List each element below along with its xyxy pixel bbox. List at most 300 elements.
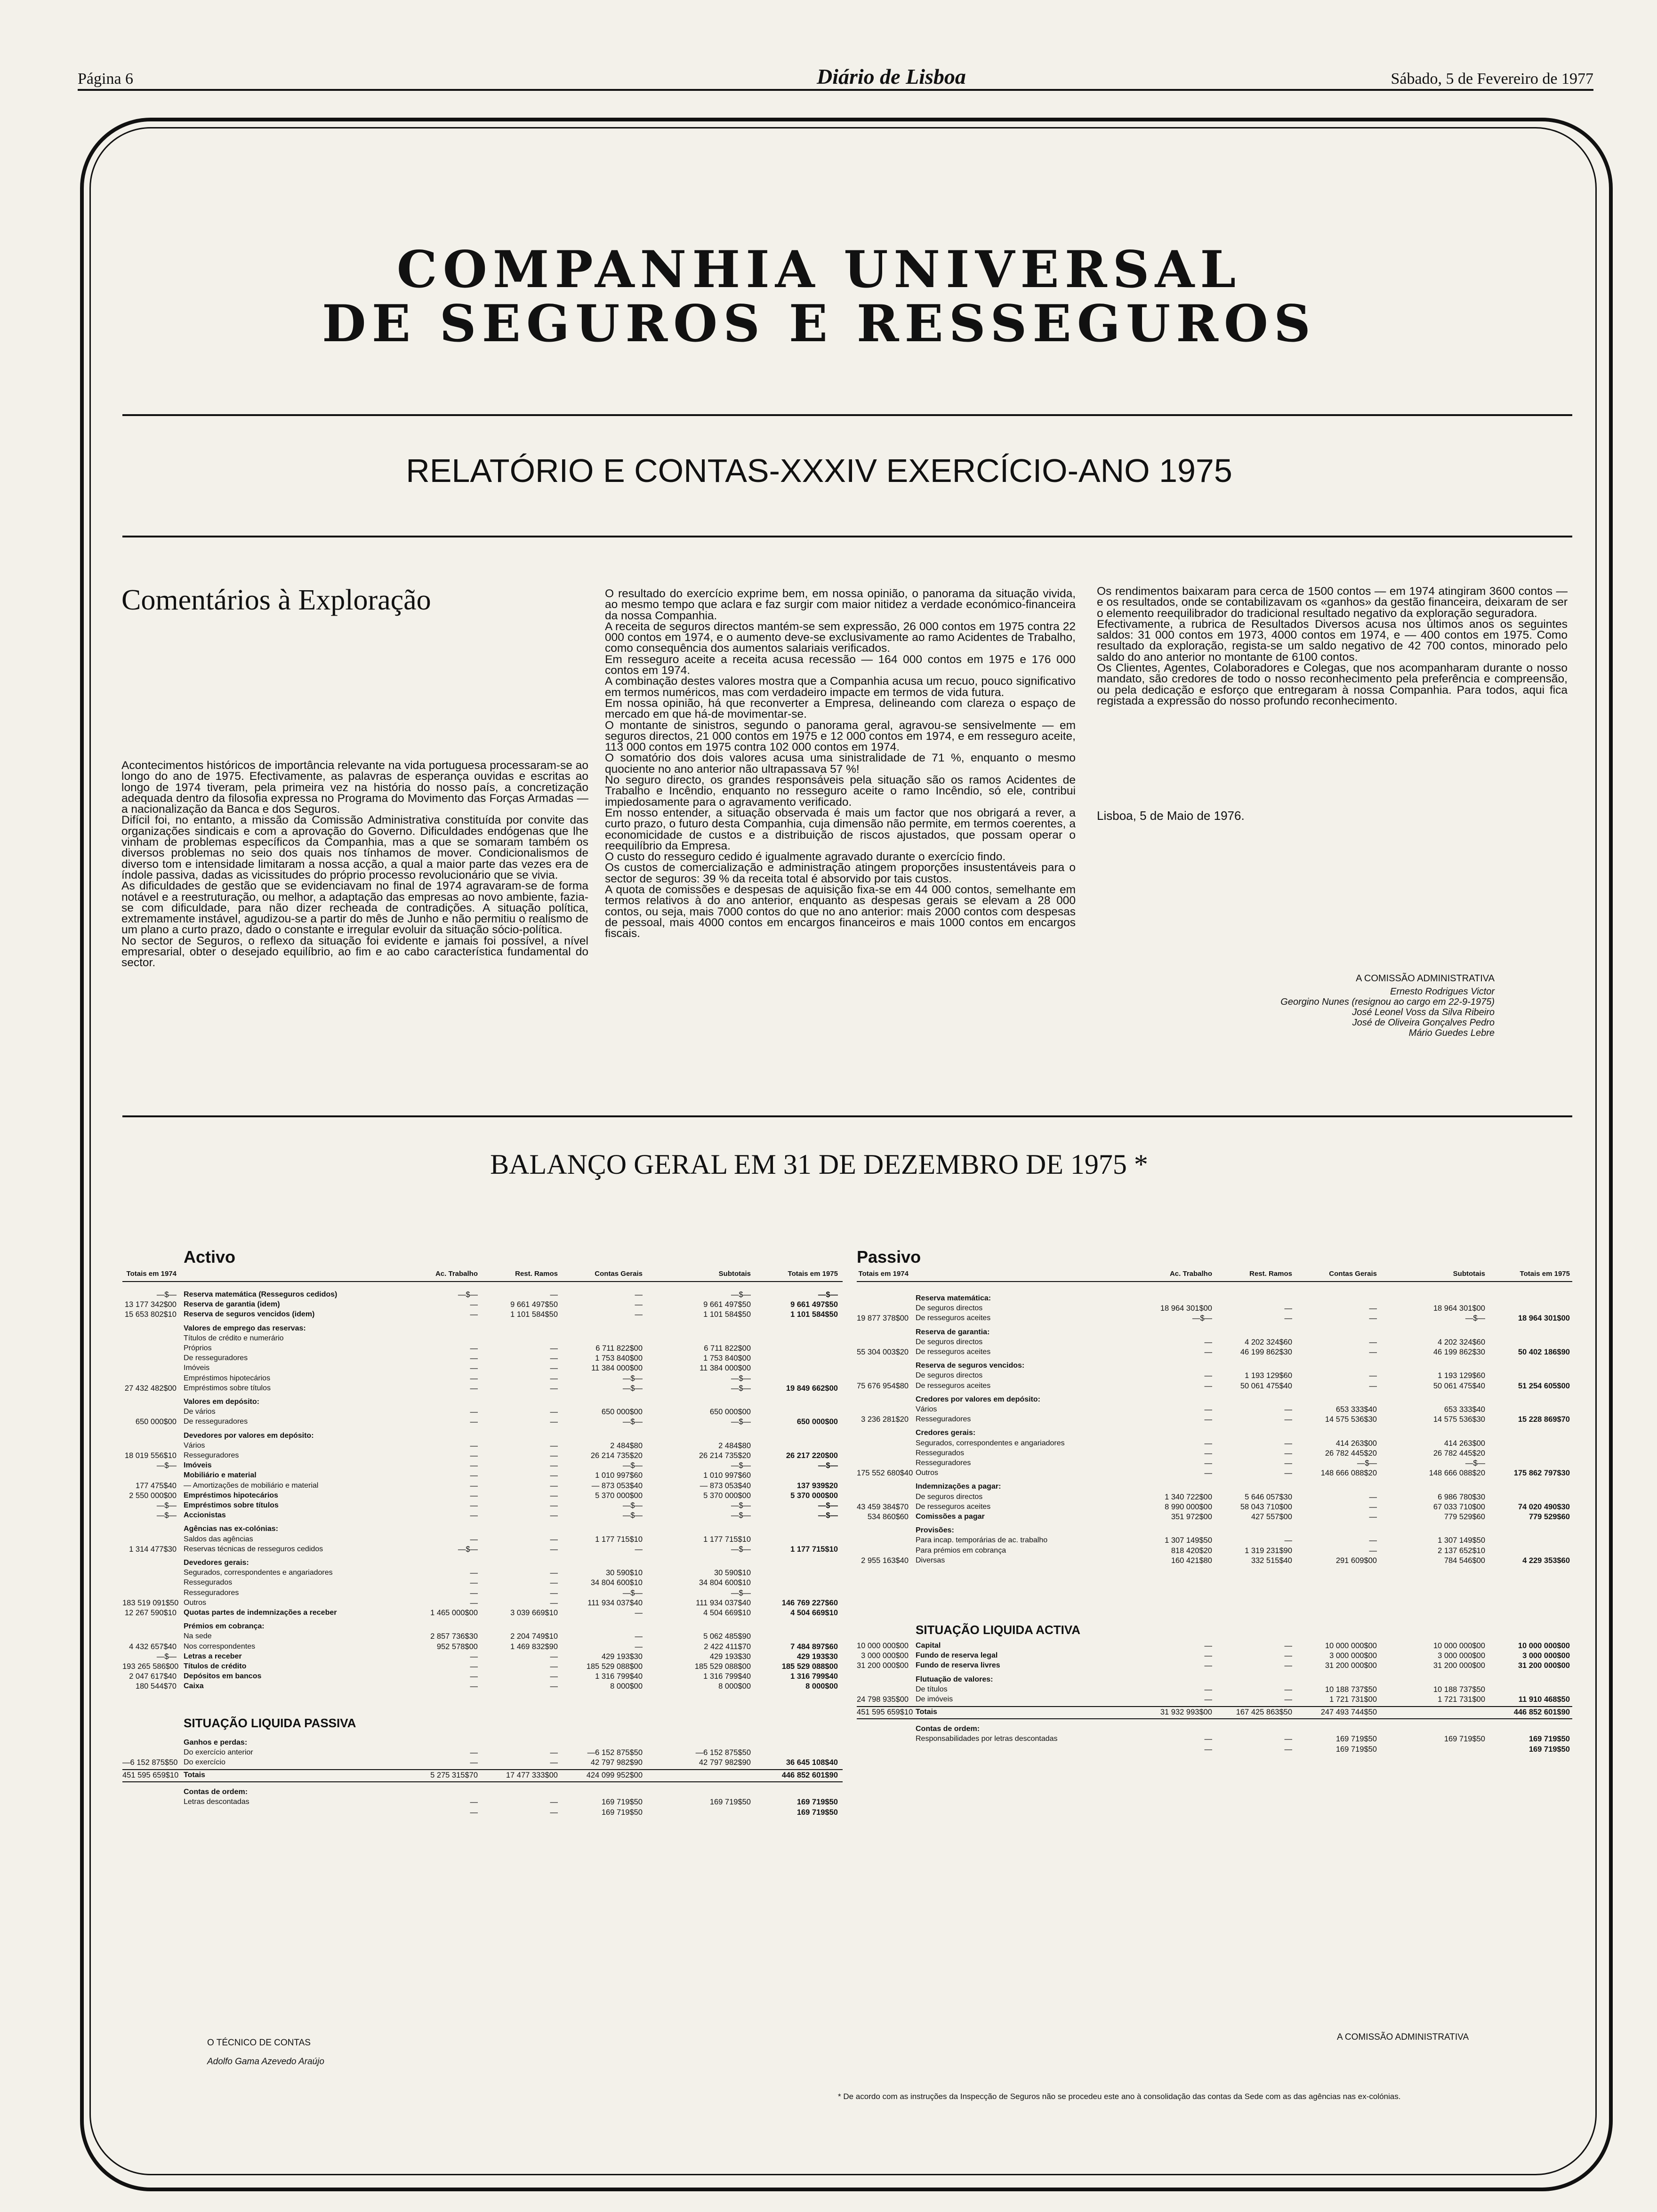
- column-header: Contas Gerais: [595, 1270, 643, 1278]
- rest-ramos: —: [550, 1408, 558, 1417]
- subtotal: 46 199 862$30: [1433, 1348, 1485, 1356]
- table-row: [122, 1354, 843, 1364]
- contas-gerais: 424 099 952$00: [586, 1771, 643, 1780]
- table-row: [122, 1310, 843, 1321]
- signatory: Georgino Nunes (resignou ao cargo em 22-9-1975): [1280, 997, 1495, 1007]
- subtotal: —$—: [731, 1290, 751, 1299]
- row-label: Diversas: [916, 1556, 945, 1564]
- subtotal: —$—: [731, 1501, 751, 1510]
- row-label: Na sede: [184, 1632, 212, 1641]
- rest-ramos: 5 646 057$30: [1245, 1492, 1292, 1501]
- total-1975: 10 000 000$00: [1518, 1642, 1570, 1650]
- contas-gerais: 2 484$80: [610, 1441, 643, 1450]
- table-row: [122, 1559, 843, 1569]
- table-row: [122, 1384, 843, 1395]
- rest-ramos: —: [1284, 1661, 1292, 1670]
- table-row: [857, 1348, 1572, 1358]
- comment-paragraph: O resultado do exercício exprime bem, em nossa opinião, o panorama da situação vivida, ao mesmo tempo que aclara e faz surgir com maior nitidez a verdade económico-financeira da nossa Companhia.: [605, 587, 1076, 622]
- passivo-heading: Passivo: [857, 1247, 921, 1266]
- rest-ramos: —: [1284, 1415, 1292, 1424]
- total-1975: 26 217 220$00: [786, 1451, 838, 1460]
- row-label: De seguros directos: [916, 1492, 983, 1501]
- contas-gerais: —$—: [622, 1501, 643, 1510]
- activo-heading: Activo: [184, 1247, 236, 1266]
- table-row: [122, 1300, 843, 1311]
- contas-gerais: 1 753 840$00: [595, 1354, 643, 1363]
- subtotal: 9 661 497$50: [703, 1300, 751, 1309]
- rest-ramos: —: [550, 1471, 558, 1480]
- table-row: [122, 1482, 843, 1492]
- row-label: Contas de ordem:: [184, 1788, 248, 1796]
- ac-trabalho: —: [470, 1588, 478, 1597]
- table-row: [122, 1451, 843, 1462]
- ac-trabalho: —: [470, 1672, 478, 1681]
- totals-row: [122, 1771, 843, 1781]
- table-row: [857, 1526, 1572, 1537]
- row-label: Empréstimos hipotecários: [184, 1374, 271, 1382]
- comment-paragraph: A combinação destes valores mostra que a Companhia acusa um recuo, pouco significativo em termos numéricos, mas com verdadeiro impacte em termos de vida futura.: [605, 675, 1076, 699]
- row-label: Próprios: [184, 1344, 212, 1352]
- total-1975: 169 719$50: [796, 1808, 838, 1817]
- ac-trabalho: —: [1204, 1348, 1212, 1356]
- total-1975: 446 852 601$90: [1513, 1708, 1570, 1717]
- total-1974: —$—: [156, 1652, 177, 1661]
- total-1974: —$—: [156, 1461, 177, 1470]
- total-1974: 12 267 590$10: [124, 1609, 177, 1617]
- contas-gerais: 3 000 000$00: [1329, 1651, 1377, 1660]
- total-1975: 1 316 799$40: [790, 1672, 838, 1681]
- ac-trabalho: —: [470, 1364, 478, 1373]
- ac-trabalho: —: [470, 1569, 478, 1578]
- row-label: — Amortizações de mobiliário e material: [184, 1481, 319, 1490]
- company-title-line1: COMPANHIA UNIVERSAL: [396, 240, 1242, 299]
- total-1974: 451 595 659$10: [122, 1771, 179, 1780]
- subtotal: 34 804 600$10: [699, 1579, 751, 1587]
- rest-ramos: —: [550, 1290, 558, 1299]
- contas-gerais: 34 804 600$10: [590, 1579, 643, 1587]
- total-1975: 169 719$50: [1528, 1735, 1570, 1744]
- comment-paragraph: O montante de sinistros, segundo o panorama geral, agravou-se sensivelmente — em seguros directos, 21 000 contos em 1975 e 12 000 contos em 1974, e em resseguro aceite, 113 000 contos em 1975 contra 102 000 contos em 1974.: [605, 719, 1076, 754]
- rest-ramos: 4 202 324$60: [1245, 1338, 1292, 1346]
- administrative-commission-signature: [1212, 973, 1495, 1038]
- subtotal: 42 797 982$90: [699, 1758, 751, 1767]
- table-row: [122, 1589, 843, 1599]
- contas-gerais: —$—: [622, 1511, 643, 1520]
- row-label: Outros: [184, 1598, 207, 1607]
- comment-paragraph: No seguro directo, os grandes responsáveis pela situação são os ramos Acidentes de Trabalho e Incêndio, enquanto no resseguro aceite o ramo Incêndio, só ele, contribui impiedosamente para o agravamento verificado.: [605, 774, 1076, 809]
- subtotal: 14 575 536$30: [1433, 1415, 1485, 1424]
- row-label: Fundo de reserva legal: [916, 1651, 998, 1660]
- table-row: [122, 1442, 843, 1452]
- table-row: [857, 1469, 1572, 1479]
- ac-trabalho: —: [470, 1418, 478, 1427]
- rest-ramos: —: [550, 1798, 558, 1807]
- rest-ramos: —: [550, 1598, 558, 1607]
- rest-ramos: 167 425 863$50: [1236, 1708, 1292, 1717]
- total-1975: 51 254 605$00: [1518, 1381, 1570, 1390]
- column-header: Contas Gerais: [1329, 1270, 1377, 1278]
- rest-ramos: —: [550, 1354, 558, 1363]
- subtotal: 2 137 652$10: [1438, 1546, 1485, 1555]
- place-date: Lisboa, 5 de Maio de 1976.: [1097, 809, 1245, 823]
- contas-gerais: —: [1369, 1513, 1377, 1521]
- total-1974: 1 314 477$30: [129, 1545, 177, 1554]
- contas-gerais: 1 316 799$40: [595, 1672, 643, 1681]
- table-row: [122, 1569, 843, 1579]
- table-row: [857, 1338, 1572, 1348]
- rest-ramos: —: [1284, 1449, 1292, 1458]
- contas-gerais: —: [1369, 1492, 1377, 1501]
- rest-ramos: —: [1284, 1685, 1292, 1694]
- page-header: [78, 64, 1593, 91]
- rest-ramos: —: [1284, 1745, 1292, 1754]
- column-header: Ac. Trabalho: [1169, 1270, 1212, 1278]
- rest-ramos: —: [1284, 1642, 1292, 1650]
- rest-ramos: —: [550, 1569, 558, 1578]
- ac-trabalho: —: [470, 1384, 478, 1393]
- table-row: [122, 1324, 843, 1335]
- table-row: [857, 1642, 1572, 1652]
- row-label: Resseguradores: [916, 1415, 971, 1424]
- total-1974: 55 304 003$20: [857, 1348, 909, 1356]
- ac-trabalho: —: [1204, 1338, 1212, 1346]
- table-row: [122, 1491, 843, 1502]
- subtotal: 1 721 731$00: [1438, 1695, 1485, 1704]
- row-label: Outros: [916, 1469, 939, 1477]
- row-label: Saldos das agências: [184, 1535, 253, 1543]
- subtotal: 1 101 584$50: [703, 1310, 751, 1319]
- ac-trabalho: —: [470, 1579, 478, 1587]
- total-1974: 2 550 000$00: [129, 1491, 177, 1500]
- subtotal: —$—: [731, 1418, 751, 1427]
- comment-paragraph: Os custos de comercialização e administração atingem proporções insustentáveis para o sector de seguros: 39 % da receita total é absorvido por tais custos.: [605, 861, 1076, 885]
- table-row: [122, 1408, 843, 1418]
- row-label: Segurados, correspondentes e angariadores: [916, 1439, 1065, 1447]
- total-1974: 75 676 954$80: [857, 1381, 909, 1390]
- subtotal: 111 934 037$40: [696, 1598, 751, 1607]
- ac-trabalho: —$—: [1192, 1314, 1212, 1323]
- row-label: De imóveis: [916, 1695, 953, 1703]
- subtotal: —$—: [731, 1588, 751, 1597]
- contas-gerais: 14 575 536$30: [1325, 1415, 1377, 1424]
- subtotal: —6 152 875$50: [695, 1748, 751, 1757]
- subtotal: 2 422 411$70: [704, 1642, 751, 1651]
- comment-paragraph: Em resseguro aceite a receita acusa recessão — 164 000 contos em 1975 e 176 000 contos em 1974.: [605, 653, 1076, 677]
- table-row: [122, 1662, 843, 1673]
- total-1975: 169 719$50: [1528, 1745, 1570, 1754]
- table-row: [857, 1695, 1572, 1706]
- table-row: [122, 1788, 843, 1798]
- row-label: De títulos: [916, 1685, 948, 1693]
- ac-trabalho: —: [1204, 1415, 1212, 1424]
- subtotal: — 873 053$40: [700, 1481, 751, 1490]
- contas-gerais: 31 200 000$00: [1325, 1661, 1377, 1670]
- contas-gerais: 148 666 088$20: [1320, 1469, 1377, 1478]
- table-row: [857, 1439, 1572, 1450]
- situacao-heading: SITUAÇÃO LIQUIDA PASSIVA: [184, 1715, 356, 1730]
- rest-ramos: —: [1284, 1459, 1292, 1467]
- subtotal: 1 010 997$60: [703, 1471, 751, 1480]
- table-row: [857, 1536, 1572, 1547]
- rest-ramos: —: [1284, 1304, 1292, 1313]
- column-header: Totais em 1975: [1520, 1270, 1570, 1278]
- table-row: [122, 1808, 843, 1819]
- ac-trabalho: —: [1204, 1661, 1212, 1670]
- subtotal: 10 188 737$50: [1433, 1685, 1485, 1694]
- total-1974: 13 177 342$00: [124, 1300, 177, 1309]
- row-label: Reserva de garantia:: [916, 1328, 990, 1336]
- row-label: Vários: [184, 1441, 205, 1450]
- contas-gerais: —: [1369, 1338, 1377, 1346]
- contas-gerais: 8 000$00: [610, 1682, 643, 1691]
- row-label: De resseguros aceites: [916, 1314, 991, 1322]
- rest-ramos: 46 199 862$30: [1240, 1348, 1292, 1356]
- total-1974: 451 595 659$10: [857, 1708, 913, 1717]
- total-1975: 779 529$60: [1528, 1513, 1570, 1521]
- issue-date: Sábado, 5 de Fevereiro de 1977: [1386, 70, 1593, 88]
- subtotal: 429 193$30: [709, 1652, 751, 1661]
- contas-gerais: —: [1369, 1371, 1377, 1380]
- ac-trabalho: —: [1204, 1459, 1212, 1467]
- total-1975: 3 000 000$00: [1522, 1651, 1570, 1660]
- row-label: Credores por valores em depósito:: [916, 1395, 1040, 1403]
- row-label: Accionistas: [184, 1511, 226, 1520]
- contas-gerais: 169 719$50: [1335, 1735, 1377, 1744]
- row-label: Comissões a pagar: [916, 1513, 985, 1521]
- table-row: [122, 1471, 843, 1482]
- row-label: Para incap. temporárias de ac. trabalho: [916, 1536, 1048, 1545]
- subtotal: —$—: [731, 1545, 751, 1554]
- row-label: Valores de emprego das reservas:: [184, 1324, 306, 1332]
- table-row: [122, 1758, 843, 1769]
- table-row: [857, 1513, 1572, 1523]
- divider: [122, 536, 1572, 537]
- ac-trabalho: —: [1204, 1695, 1212, 1704]
- contas-gerais: —: [1369, 1546, 1377, 1555]
- contas-gerais: —$—: [622, 1418, 643, 1427]
- ac-trabalho: 1 307 149$50: [1165, 1536, 1212, 1545]
- subtotal: 653 333$40: [1444, 1405, 1485, 1414]
- row-label: Resseguradores: [184, 1451, 239, 1459]
- comment-paragraph: As dificuldades de gestão que se evidenciavam no final de 1974 agravaram-se de forma notável e a reestruturação, ou melhor, a adaptação das empresas ao novo ambiente, fazia-se com dificuldade, para não dizer recheada de contradições. A situação política, extremamente instável, agudizou-se a partir do mês de Junho e não permitiu o realismo de um plano a curto prazo, dado o constante e irregular evoluir da situação sócio-política.: [121, 880, 588, 937]
- rest-ramos: —: [550, 1364, 558, 1373]
- row-label: De seguros directos: [916, 1371, 983, 1380]
- row-label: Empréstimos sobre títulos: [184, 1384, 271, 1392]
- ac-trabalho: —: [470, 1748, 478, 1757]
- total-1975: 146 769 227$60: [781, 1598, 838, 1607]
- table-row: [857, 1405, 1572, 1416]
- total-1974: 27 432 482$00: [124, 1384, 177, 1393]
- subtotal: 5 370 000$00: [703, 1491, 751, 1500]
- company-title-line2: DE SEGUROS E RESSEGUROS: [322, 294, 1316, 353]
- table-row: [122, 1599, 843, 1609]
- total-1974: 43 459 384$70: [857, 1502, 909, 1511]
- table-row: [857, 1415, 1572, 1426]
- column-header: Ac. Trabalho: [435, 1270, 478, 1278]
- total-1975: 4 229 353$60: [1522, 1556, 1570, 1565]
- column-header: Totais em 1975: [788, 1270, 838, 1278]
- table-row: [857, 1661, 1572, 1672]
- table-row: [857, 1493, 1572, 1503]
- table-row: [857, 1745, 1572, 1755]
- table-row: [122, 1418, 843, 1428]
- table-row: [122, 1748, 843, 1759]
- table-row: [122, 1501, 843, 1512]
- rest-ramos: —: [550, 1491, 558, 1500]
- column-header: Subtotais: [718, 1270, 751, 1278]
- total-1975: 7 484 897$60: [790, 1642, 838, 1651]
- contas-gerais: 429 193$30: [601, 1652, 643, 1661]
- total-1975: 5 370 000$00: [790, 1491, 838, 1500]
- row-label: Letras descontadas: [184, 1798, 249, 1806]
- comment-paragraph: Em nossa opinião, há que reconverter a Empresa, delineando com clareza o espaço de mercado em que há-de movimentar-se.: [605, 697, 1076, 721]
- row-label: Mobiliário e material: [184, 1471, 257, 1480]
- row-label: De resseguradores: [184, 1354, 248, 1362]
- total-1974: 3 000 000$00: [861, 1651, 909, 1660]
- comment-paragraph: Acontecimentos históricos de importância relevante na vida portuguesa processaram-se ao longo do ano de 1975. Efectivamente, as palavras de esperança ouvidas e escritas ao longo de 1974 tiveram, pela primeira vez na história do nosso país, a concretização adequada dentro da filosofia expressa no Programa do Movimento das Forças Armadas — a nacionalização da Banca e dos Seguros.: [121, 759, 588, 816]
- ac-trabalho: —: [470, 1471, 478, 1480]
- ac-trabalho: —: [1204, 1439, 1212, 1448]
- row-label: De seguros directos: [916, 1338, 983, 1346]
- table-row: [122, 1672, 843, 1683]
- table-row: [857, 1483, 1572, 1493]
- rest-ramos: —: [550, 1384, 558, 1393]
- totals-rule: [122, 1769, 843, 1770]
- divider: [122, 414, 1572, 416]
- subtotal: 4 202 324$60: [1438, 1338, 1485, 1346]
- row-label: De resseguradores: [184, 1418, 248, 1426]
- rest-ramos: —: [550, 1588, 558, 1597]
- rest-ramos: 332 515$40: [1251, 1556, 1292, 1565]
- table-row: [857, 1547, 1572, 1557]
- rest-ramos: —: [550, 1748, 558, 1757]
- total-1974: 24 798 935$00: [857, 1695, 909, 1704]
- total-1975: 8 000$00: [805, 1682, 838, 1691]
- comment-paragraph: O somatório dos dois valores acusa uma sinistralidade de 71 %, enquanto o mesmo quociente no ano anterior não ultrapassava 57 %!: [605, 752, 1076, 776]
- total-1975: 19 849 662$00: [786, 1384, 838, 1393]
- table-row: [857, 1735, 1572, 1745]
- signatory: Mário Guedes Lebre: [1408, 1028, 1495, 1038]
- footnote: * De acordo com as instruções da Inspecção de Seguros não se procedeu este ano à consolidação das contas da Sede com as das agências nas ex-colónias.: [838, 2092, 1401, 2101]
- row-label: Devedores por valores em depósito:: [184, 1431, 314, 1440]
- contas-gerais: —$—: [622, 1461, 643, 1470]
- contas-gerais: 1 177 715$10: [595, 1535, 643, 1544]
- row-label: Títulos de crédito: [184, 1662, 247, 1670]
- row-label: Quotas partes de indemnizações a receber: [184, 1609, 337, 1617]
- contas-gerais: 26 782 445$20: [1325, 1449, 1377, 1458]
- row-label: Provisões:: [916, 1526, 954, 1535]
- ac-trabalho: —: [1204, 1469, 1212, 1478]
- ac-trabalho: —: [1204, 1642, 1212, 1650]
- table-row: [122, 1290, 843, 1301]
- subtotal: 26 214 735$20: [699, 1451, 751, 1460]
- column-header: Totais em 1974: [126, 1270, 177, 1278]
- contas-gerais: 5 370 000$00: [595, 1491, 643, 1500]
- ac-trabalho: —: [470, 1481, 478, 1490]
- ac-trabalho: —: [470, 1798, 478, 1807]
- comment-paragraph: Efectivamente, a rubrica de Resultados Diversos acusa nos últimos anos os seguintes saldos: 31 000 contos em 1973, 4000 contos em 1974, e — 400 contos em 1975. Como resultado da exploração, regista-se um saldo negativo de 42 700 contos, minorado pelo saldo do ano anterior no montante de 6100 contos.: [1097, 617, 1568, 664]
- ac-trabalho: —: [470, 1461, 478, 1470]
- comment-paragraph: Os rendimentos baixaram para cerca de 1500 contos — em 1974 atingiram 3600 contos — e os resultados, onde se contabilizavam os «ganhos» da gestão financeira, deixaram de ser o elemento reequilibrador do tradicional resultado negativo da exploração seguradora.: [1097, 585, 1568, 620]
- contas-gerais: 26 214 735$20: [590, 1451, 643, 1460]
- row-label: Contas de ordem:: [916, 1725, 980, 1733]
- rest-ramos: —: [550, 1672, 558, 1681]
- total-1975: —$—: [818, 1501, 838, 1510]
- subtotal: 169 719$50: [709, 1798, 751, 1807]
- comment-paragraph: Difícil foi, no entanto, a missão da Comissão Administrativa constituída por convite das organizações sindicais e com a aprovação do Governo. Dificuldades endógenas que lhe vinham de problemas específicos da Companhia, mas a que se somaram também os diversos problemas no seio dos quais nos tínhamos de mover. Condicionalismos de diverso tom e intensidade limitaram a nossa acção, a qual a maior parte das vezes era de índole passiva, dadas as vicissitudes do próprio processo revolucionário que se vivia.: [121, 814, 588, 882]
- table-row: [122, 1652, 843, 1663]
- ac-trabalho: —: [470, 1598, 478, 1607]
- ac-trabalho: 18 964 301$00: [1160, 1304, 1212, 1313]
- table-row: [122, 1798, 843, 1808]
- table-row: [857, 1294, 1572, 1305]
- row-label: Imóveis: [184, 1364, 210, 1372]
- contas-gerais: —: [1369, 1348, 1377, 1356]
- row-label: Flutuação de valores:: [916, 1675, 993, 1683]
- table-row: [122, 1374, 843, 1385]
- total-1974: 10 000 000$00: [857, 1642, 909, 1650]
- row-label: Caixa: [184, 1682, 204, 1691]
- subtotal: 784 546$00: [1444, 1556, 1485, 1565]
- ac-trabalho: —$—: [458, 1545, 478, 1554]
- total-1974: 534 860$60: [867, 1513, 909, 1521]
- total-1974: 180 544$70: [135, 1682, 177, 1691]
- total-1975: —$—: [818, 1290, 838, 1299]
- rest-ramos: —: [550, 1535, 558, 1544]
- ac-trabalho: —: [470, 1441, 478, 1450]
- passivo-signature-label: A COMISSÃO ADMINISTRATIVA: [1337, 2032, 1469, 2042]
- subtotal: 11 384 000$00: [700, 1364, 751, 1373]
- contas-gerais: —: [1369, 1304, 1377, 1313]
- subtotal: 6 711 822$00: [704, 1344, 751, 1353]
- ac-trabalho: 1 340 722$00: [1165, 1492, 1212, 1501]
- row-label: Reserva matemática (Resseguros cedidos): [184, 1290, 338, 1298]
- row-label: Fundo de reserva livres: [916, 1661, 1000, 1670]
- ac-trabalho: 5 275 315$70: [430, 1771, 478, 1780]
- totals-rule: [857, 1706, 1572, 1707]
- table-row: [857, 1503, 1572, 1513]
- ac-trabalho: —: [470, 1682, 478, 1691]
- table-row: [857, 1685, 1572, 1696]
- row-label: Ressegurados: [916, 1449, 965, 1457]
- total-1975: 429 193$30: [796, 1652, 838, 1661]
- situacao-heading: SITUAÇÃO LIQUIDA ACTIVA: [916, 1623, 1081, 1637]
- contas-gerais: 42 797 982$90: [590, 1758, 643, 1767]
- subtotal: 1 753 840$00: [703, 1354, 751, 1363]
- totals-row: [857, 1708, 1572, 1718]
- subtotal: 3 000 000$00: [1438, 1651, 1485, 1660]
- ac-trabalho: —: [470, 1344, 478, 1353]
- contas-gerais: —: [635, 1310, 643, 1319]
- rest-ramos: —: [1284, 1536, 1292, 1545]
- total-1974: 193 265 586$00: [122, 1662, 179, 1671]
- contas-gerais: —: [1369, 1381, 1377, 1390]
- row-label: Do exercício anterior: [184, 1748, 253, 1756]
- subtotal: —$—: [731, 1461, 751, 1470]
- rest-ramos: —: [550, 1579, 558, 1587]
- ac-trabalho: —: [1204, 1651, 1212, 1660]
- table-row: [122, 1511, 843, 1522]
- table-row: [857, 1314, 1572, 1324]
- ac-trabalho: 31 932 993$00: [1160, 1708, 1212, 1717]
- rest-ramos: 3 039 669$10: [510, 1609, 558, 1617]
- subtotal: —$—: [731, 1384, 751, 1393]
- table-row: [857, 1362, 1572, 1372]
- table-row: [857, 1304, 1572, 1314]
- row-label: Credores gerais:: [916, 1429, 976, 1437]
- contas-gerais: —: [635, 1290, 643, 1299]
- total-1974: —$—: [156, 1511, 177, 1520]
